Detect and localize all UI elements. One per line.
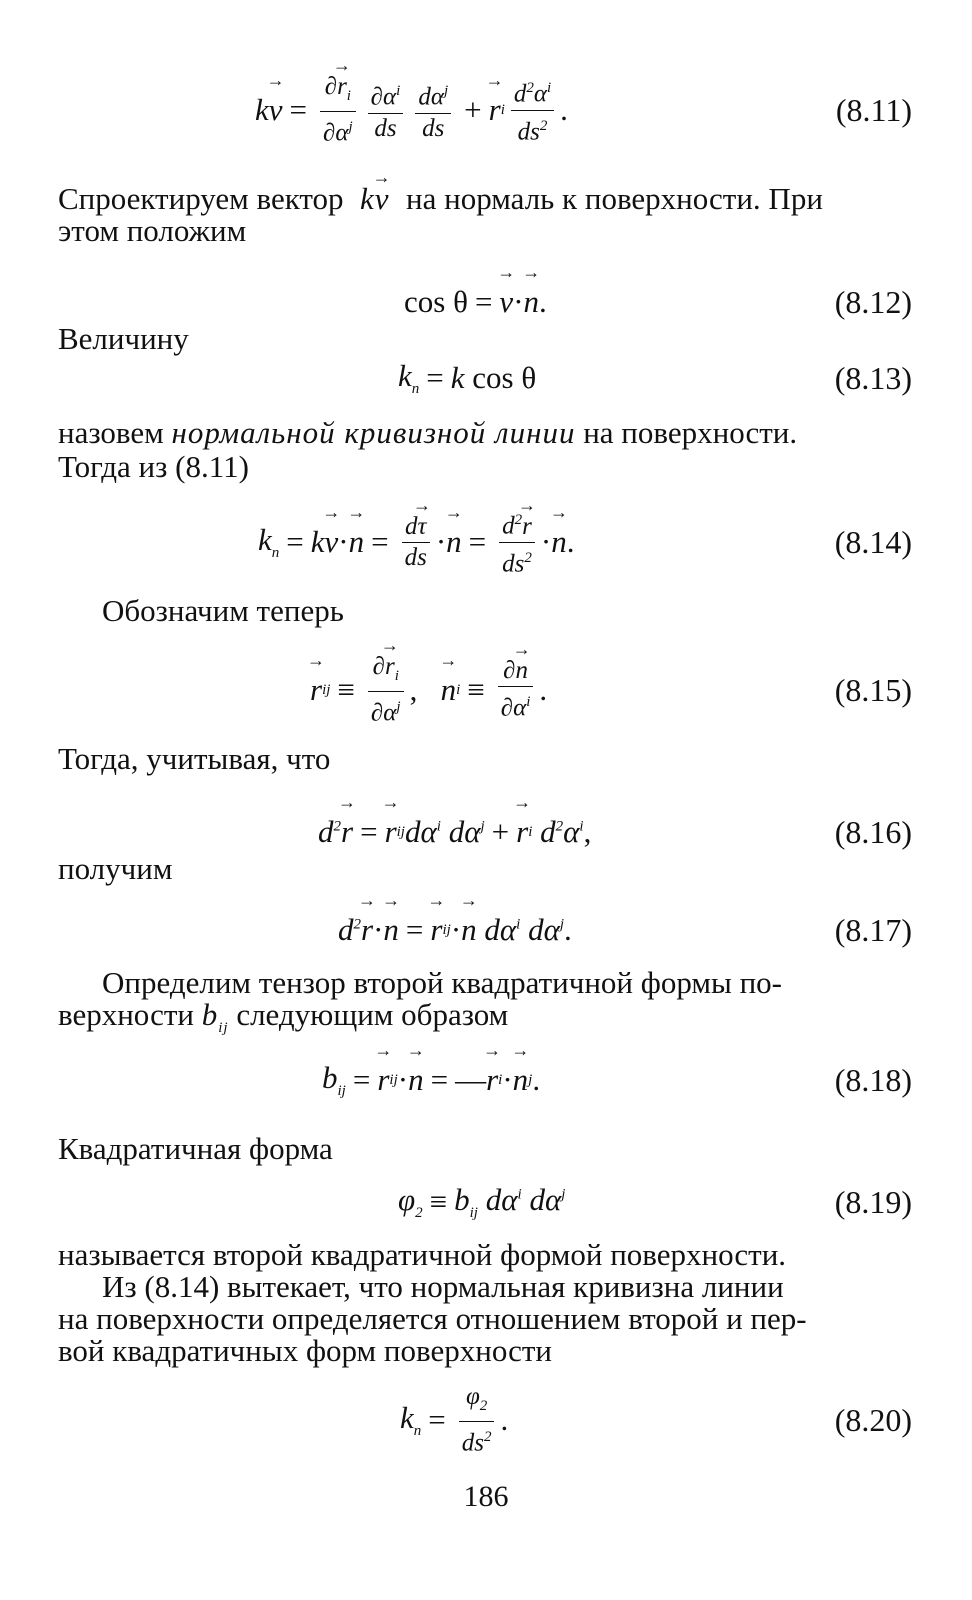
equation-8-15: → r ij ≡ $\frac{\partial\to r_i}{\partial\alpha^j}$ , → n i ≡ $\frac{\partial\to n}{\partial\alpha^i}$ . (8.15) (0, 650, 972, 730)
equation-number: (8.19) (834, 1183, 912, 1220)
equation-number: (8.15) (834, 671, 912, 708)
text-span: на нормаль к поверхности. При (406, 181, 823, 216)
equation-8-16: $d^2\to r$ = → r ij $d\alpha^i$ $d\alpha^j$ + → r i $d^2\alpha^i$ , (8.16) (0, 792, 972, 872)
paragraph-line (58, 416, 797, 450)
text-span: назовем (58, 415, 164, 450)
equation-number: (8.12) (834, 283, 912, 320)
equation-number: (8.14) (834, 523, 912, 560)
equation-number: (8.16) (834, 813, 912, 850)
page-number: 186 (463, 1480, 509, 1513)
paragraph-line: Спроектируем вектор k→ v на нормаль к поверхности. При (58, 182, 823, 216)
equation-8-19: $\varphi_2$ ≡ $b_{ij}$ $d\alpha^i$ $d\alpha^j$ (8.19) (0, 1162, 972, 1242)
equation-number: (8.17) (834, 911, 912, 948)
equation-8-13: $k_n$ = k cos θ (8.13) (0, 338, 972, 418)
italic-term: нормальной кривизной линии (171, 415, 576, 450)
paragraph-line: этом положим (58, 213, 247, 248)
paragraph-line: на поверхности определяется отношением второй и пер- (58, 1301, 807, 1336)
paragraph-line: вой квадратичных форм поверхности (58, 1333, 552, 1368)
paragraph-line: Квадратичная форма (58, 1131, 333, 1166)
text-span: верхности (58, 997, 194, 1032)
equation-8-17: $d^2\to r$ · → n = → r ij · → n $d\alpha^i$ $d\alpha^j$ . (8.17) (0, 890, 972, 970)
paragraph-line: получим (58, 851, 173, 886)
equation-8-11: k→ v = $\frac{\partial\to r_i}{\partial\alpha^j}$ $\frac{\partial\alpha^i}{ds}$ $\frac{d\alpha^j}{ds}$ + → r i $\frac{d^2\alpha^i}{ds^2}$ . (8.11) (0, 70, 972, 150)
equation-8-20: $k_n$ = $\frac{\varphi_2}{ds^2}$ . (8.20) (0, 1380, 972, 1460)
equation-number: (8.13) (834, 359, 912, 396)
paragraph-line: Величину (58, 321, 189, 356)
equation-8-14: $k_n$ = k→ ν · → n = $\frac{d\to \tau}{ds}$ · → n = $\frac{d^2\to r}{ds^2}$ · → n . (8.14) (0, 502, 972, 582)
text-span: на поверхности. (583, 415, 798, 450)
equation-number: (8.11) (835, 91, 912, 128)
equation-8-12: cos θ = → ν · → n . (8.12) (0, 262, 972, 342)
paragraph-line: Тогда из (8.11) (58, 449, 249, 484)
paragraph-line: называется второй квадратичной формой поверхности. (58, 1237, 787, 1272)
equation-number: (8.18) (834, 1061, 912, 1098)
text-span: Спроектируем вектор (58, 181, 344, 216)
equation-number: (8.20) (834, 1401, 912, 1438)
paragraph-line: Определим тензор второй квадратичной формы по- (102, 965, 783, 1000)
paragraph-line: Тогда, учитывая, что (58, 741, 331, 776)
equation-8-18: $b_{ij}$ = → r ij · → n = — → r i · → n j . (8.18) (0, 1040, 972, 1120)
text-span: следующим образом (236, 997, 509, 1032)
paragraph-line: Обозначим теперь (102, 593, 344, 628)
paragraph-line: Из (8.14) вытекает, что нормальная кривизна линии (102, 1269, 784, 1304)
paragraph-line: верхности $b_{ij}$ следующим образом (58, 997, 509, 1037)
